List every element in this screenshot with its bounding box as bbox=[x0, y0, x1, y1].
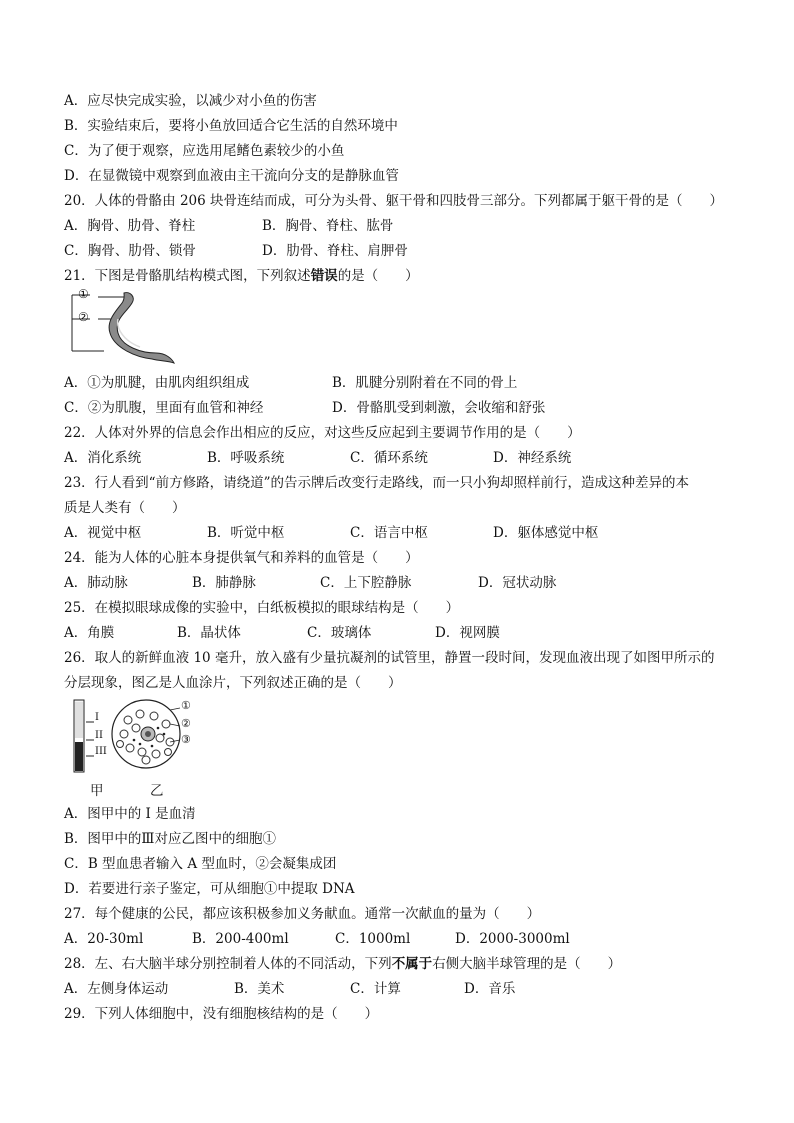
q28-stem bbox=[64, 952, 744, 977]
q21-option-c: C．②为肌腹，里面有血管和神经 bbox=[64, 400, 264, 416]
q21-option-a: A．①为肌腱，由肌肉组织组成 bbox=[64, 375, 250, 391]
q26-option-c: C．B 型血患者输入 A 型血时，②会凝集成团 bbox=[64, 856, 337, 872]
q21-option-d: D．骨骼肌受到刺激，会收缩和舒张 bbox=[332, 400, 546, 416]
q21-options-row1 bbox=[64, 371, 744, 396]
exam-page bbox=[64, 89, 744, 1027]
q28-stem-post: 右侧大脑半球管理的是（ ） bbox=[432, 956, 622, 972]
q27-options-row bbox=[64, 927, 744, 952]
q26-stem-line1: 26．取人的新鲜血液 10 毫升，放入盛有少量抗凝剂的试管里，静置一段时间，发现血液出现了如图甲所示的 bbox=[64, 650, 715, 666]
smear-label-3: ③ bbox=[181, 733, 191, 746]
tube-layer-2-label: II bbox=[95, 730, 103, 741]
q19-option-a: A．应尽快完成实验，以减少对小鱼的伤害 bbox=[64, 93, 317, 109]
q27-option-c: C．1000ml bbox=[335, 931, 411, 947]
q28-options-row bbox=[64, 977, 744, 1002]
caption-jia: 甲 bbox=[90, 783, 104, 799]
q22-option-a: A．消化系统 bbox=[64, 450, 142, 466]
q21-option-b: B．肌腱分别附着在不同的骨上 bbox=[332, 375, 518, 391]
q23-stem-line2: 质是人类有（ ） bbox=[64, 500, 186, 516]
q25-option-b: B．晶状体 bbox=[177, 625, 241, 641]
q26-stem-line2: 分层现象，图乙是人血涂片，下列叙述正确的是（ ） bbox=[64, 675, 402, 691]
q24-option-b: B．肺静脉 bbox=[192, 575, 256, 591]
q29-stem: 29．下列人体细胞中，没有细胞核结构的是（ ） bbox=[64, 1006, 379, 1022]
q28-option-c: C．计算 bbox=[350, 981, 401, 997]
q20-option-b: B．胸骨、脊柱、肱骨 bbox=[262, 218, 394, 234]
q23-options-row bbox=[64, 521, 744, 546]
q28-option-d: D．音乐 bbox=[464, 981, 516, 997]
q24-option-d: D．冠状动脉 bbox=[478, 575, 557, 591]
q21-label-2: ② bbox=[78, 310, 89, 324]
q22-option-d: D．神经系统 bbox=[493, 450, 572, 466]
q20-option-a: A．胸骨、肋骨、脊柱 bbox=[64, 218, 196, 234]
q19-option-d: D．在显微镜中观察到血液由主干流向分支的是静脉血管 bbox=[64, 168, 399, 184]
q21-options-row2 bbox=[64, 396, 744, 421]
q24-options-row bbox=[64, 571, 744, 596]
q25-option-c: C．玻璃体 bbox=[307, 625, 372, 641]
q21-muscle-figure bbox=[64, 289, 744, 371]
q20-options-row1 bbox=[64, 214, 744, 239]
q20-option-c: C．胸骨、肋骨、锁骨 bbox=[64, 243, 196, 259]
q28-stem-emphasis: 不属于 bbox=[391, 956, 433, 972]
skeletal-muscle-diagram bbox=[64, 289, 194, 369]
q23-option-c: C．语言中枢 bbox=[350, 525, 428, 541]
q21-stem-emphasis: 错误 bbox=[310, 268, 338, 284]
q21-label-1: ① bbox=[78, 287, 89, 301]
q21-stem bbox=[64, 264, 744, 289]
q25-option-a: A．角膜 bbox=[64, 625, 115, 641]
q27-option-a: A．20-30ml bbox=[64, 931, 144, 947]
q23-option-b: B．听觉中枢 bbox=[207, 525, 285, 541]
q28-stem-pre: 28．左、右大脑半球分别控制着人体的不同活动，下列 bbox=[64, 956, 392, 972]
q20-options-row2 bbox=[64, 239, 744, 264]
q23-stem-line1: 23．行人看到“前方修路，请绕道”的告示牌后改变行走路线，而一只小狗却照样前行，造成这种差异的本 bbox=[64, 475, 689, 491]
smear-label-2: ② bbox=[181, 717, 191, 730]
q26-figure-captions bbox=[64, 780, 744, 802]
q24-option-a: A．肺动脉 bbox=[64, 575, 128, 591]
q22-stem: 22．人体对外界的信息会作出相应的反应，对这些反应起到主要调节作用的是（ ） bbox=[64, 425, 581, 441]
q21-stem-post: 的是（ ） bbox=[337, 268, 419, 284]
q27-option-b: B．200-400ml bbox=[192, 931, 289, 947]
q26-option-b: B．图甲中的Ⅲ对应乙图中的细胞① bbox=[64, 831, 276, 847]
q26-blood-figure bbox=[64, 696, 744, 780]
q23-option-d: D．躯体感觉中枢 bbox=[493, 525, 599, 541]
q24-stem: 24．能为人体的心脏本身提供氧气和养料的血管是（ ） bbox=[64, 550, 419, 566]
q25-option-d: D．视网膜 bbox=[435, 625, 500, 641]
q28-option-b: B．美术 bbox=[234, 981, 285, 997]
q22-option-b: B．呼吸系统 bbox=[207, 450, 285, 466]
tube-layer-1-label: I bbox=[95, 712, 99, 723]
caption-yi: 乙 bbox=[150, 783, 164, 799]
q27-option-d: D．2000-3000ml bbox=[455, 931, 570, 947]
tube-layer-3-label: III bbox=[95, 746, 107, 757]
q20-option-d: D．肋骨、脊柱、肩胛骨 bbox=[262, 243, 408, 259]
q23-option-a: A．视觉中枢 bbox=[64, 525, 142, 541]
q27-stem: 27．每个健康的公民，都应该积极参加义务献血。通常一次献血的量为（ ） bbox=[64, 906, 541, 922]
q25-stem: 25．在模拟眼球成像的实验中，白纸板模拟的眼球结构是（ ） bbox=[64, 600, 460, 616]
q22-options-row bbox=[64, 446, 744, 471]
q25-options-row bbox=[64, 621, 744, 646]
q26-option-d: D．若要进行亲子鉴定，可从细胞①中提取 DNA bbox=[64, 881, 355, 897]
q19-option-b: B．实验结束后，要将小鱼放回适合它生活的自然环境中 bbox=[64, 118, 398, 134]
q19-option-c: C．为了便于观察，应选用尾鳍色素较少的小鱼 bbox=[64, 143, 345, 159]
q21-stem-pre: 21．下图是骨骼肌结构模式图，下列叙述 bbox=[64, 268, 311, 284]
q24-option-c: C．上下腔静脉 bbox=[320, 575, 412, 591]
q22-option-c: C．循环系统 bbox=[350, 450, 428, 466]
q28-option-a: A．左侧身体运动 bbox=[64, 981, 169, 997]
smear-label-1: ① bbox=[181, 699, 191, 712]
q26-option-a: A．图甲中的 I 是血清 bbox=[64, 806, 196, 822]
q20-stem: 20．人体的骨骼由 206 块骨连结而成，可分为头骨、躯干骨和四肢骨三部分。下列都属于躯干骨的是（ ） bbox=[64, 193, 724, 209]
